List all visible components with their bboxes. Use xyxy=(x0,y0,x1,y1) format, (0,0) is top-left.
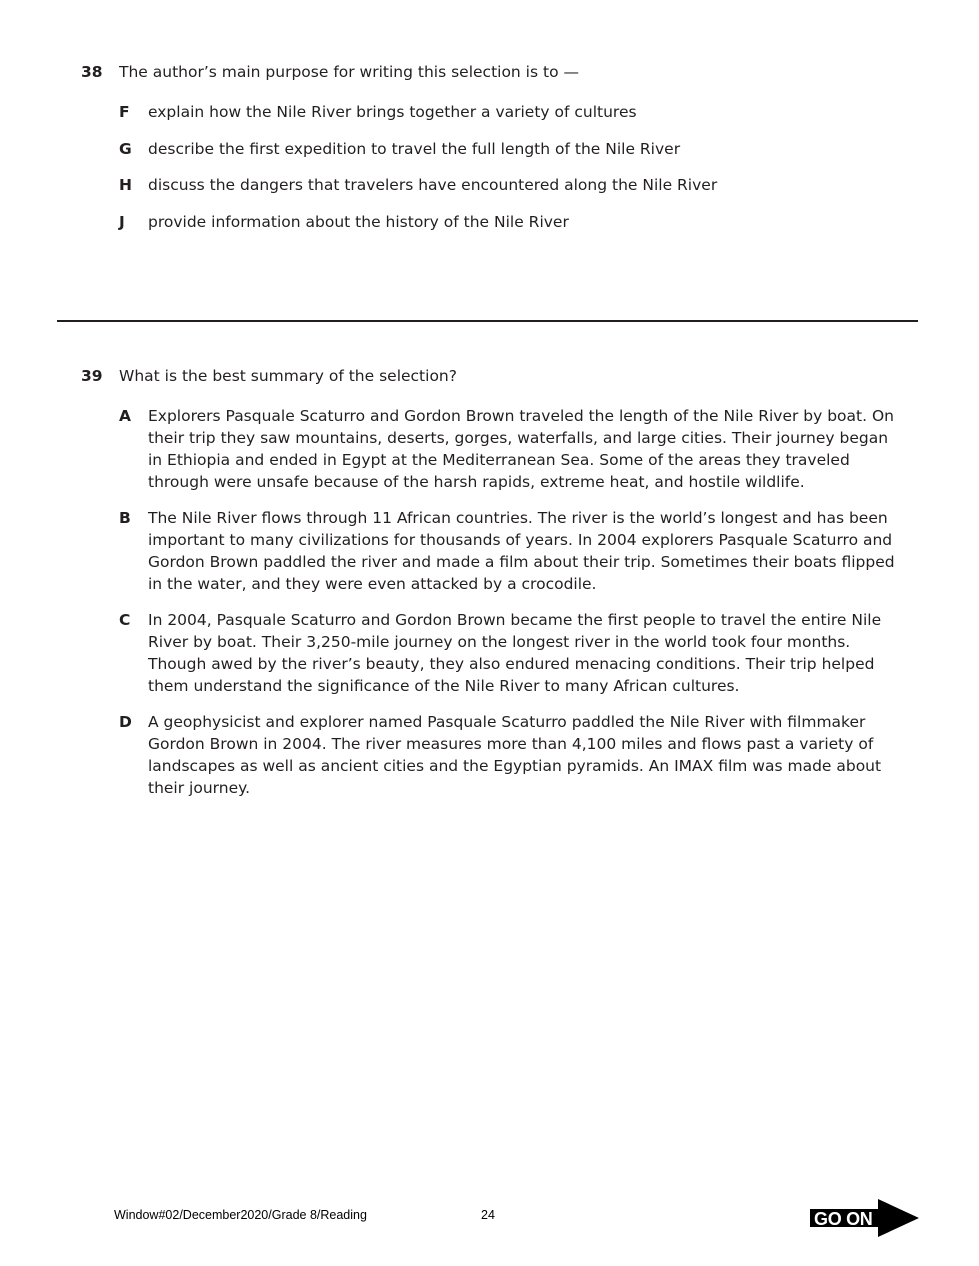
choice-letter: D xyxy=(119,713,132,731)
question-prompt: The author’s main purpose for writing this selection is to — xyxy=(119,63,579,81)
choice-letter: B xyxy=(119,509,131,527)
go-on-label: GO ON xyxy=(814,1209,873,1229)
choice-text: discuss the dangers that travelers have encountered along the Nile River xyxy=(148,176,718,194)
choice-letter: G xyxy=(119,139,132,158)
question-number: 38 xyxy=(81,63,103,81)
answer-choice-c[interactable] xyxy=(119,609,901,697)
page-number: 24 xyxy=(481,1208,495,1222)
choice-text: The Nile River flows through 11 African countries. The river is the world’s longest and has been important to many civilizations for thousands of years. In 2004 explorers Pasquale Scaturro and Gordon Brown paddled the river and made a film about their trip. Sometimes their boats flipped in the water, and they were even attacked by a crocodile. xyxy=(148,509,895,593)
choice-text: explain how the Nile River brings together a variety of cultures xyxy=(148,103,637,121)
question-38 xyxy=(81,61,901,247)
choice-letter: H xyxy=(119,176,132,194)
choice-text: describe the first expedition to travel the full length of the Nile River xyxy=(148,139,681,158)
answer-choice-a[interactable] xyxy=(119,405,901,493)
question-stem xyxy=(81,61,901,83)
choice-text: provide information about the history of the Nile River xyxy=(148,212,569,231)
answer-choice-j[interactable] xyxy=(119,211,901,233)
question-prompt: What is the best summary of the selection? xyxy=(119,367,457,385)
answer-choice-b[interactable] xyxy=(119,507,901,595)
question-number: 39 xyxy=(81,367,103,385)
choice-letter: J xyxy=(119,212,125,231)
choice-text: A geophysicist and explorer named Pasquale Scaturro paddled the Nile River with filmmaker Gordon Brown in 2004. The river measures more than 4,100 miles and flows past a variety of landscapes as well as ancient cities and the Egyptian pyramids. An IMAX film was made about their journey. xyxy=(148,713,882,797)
choice-letter: A xyxy=(119,407,131,425)
answer-choices xyxy=(119,101,901,233)
answer-choice-d[interactable] xyxy=(119,711,901,799)
choice-text: In 2004, Pasquale Scaturro and Gordon Brown became the first people to travel the entire Nile River by boat. Their 3,250-mile journey on the longest river in the world took four months. Though awed by the river’s beauty, they also endured menacing conditions. Their trip helped them understand the significance of the Nile River to many African cultures. xyxy=(148,611,882,695)
question-stem xyxy=(81,365,901,387)
choice-letter: F xyxy=(119,103,130,121)
choice-letter: C xyxy=(119,611,131,629)
question-39 xyxy=(81,365,901,813)
answer-choice-h[interactable] xyxy=(119,174,901,196)
answer-choice-f[interactable] xyxy=(119,101,901,123)
section-divider xyxy=(57,320,918,322)
footer-test-id: Window#02/December2020/Grade 8/Reading xyxy=(114,1208,367,1222)
go-on-arrow xyxy=(810,1199,919,1237)
answer-choices xyxy=(119,405,901,799)
answer-choice-g[interactable] xyxy=(119,138,901,160)
choice-text: Explorers Pasquale Scaturro and Gordon Brown traveled the length of the Nile River by boat. On their trip they saw mountains, deserts, gorges, waterfalls, and large cities. Their journey began in Ethiopia and ended in Egypt at the Mediterranean Sea. Some of the areas they traveled through were unsafe because of the harsh rapids, extreme heat, and hostile wildlife. xyxy=(148,407,894,491)
